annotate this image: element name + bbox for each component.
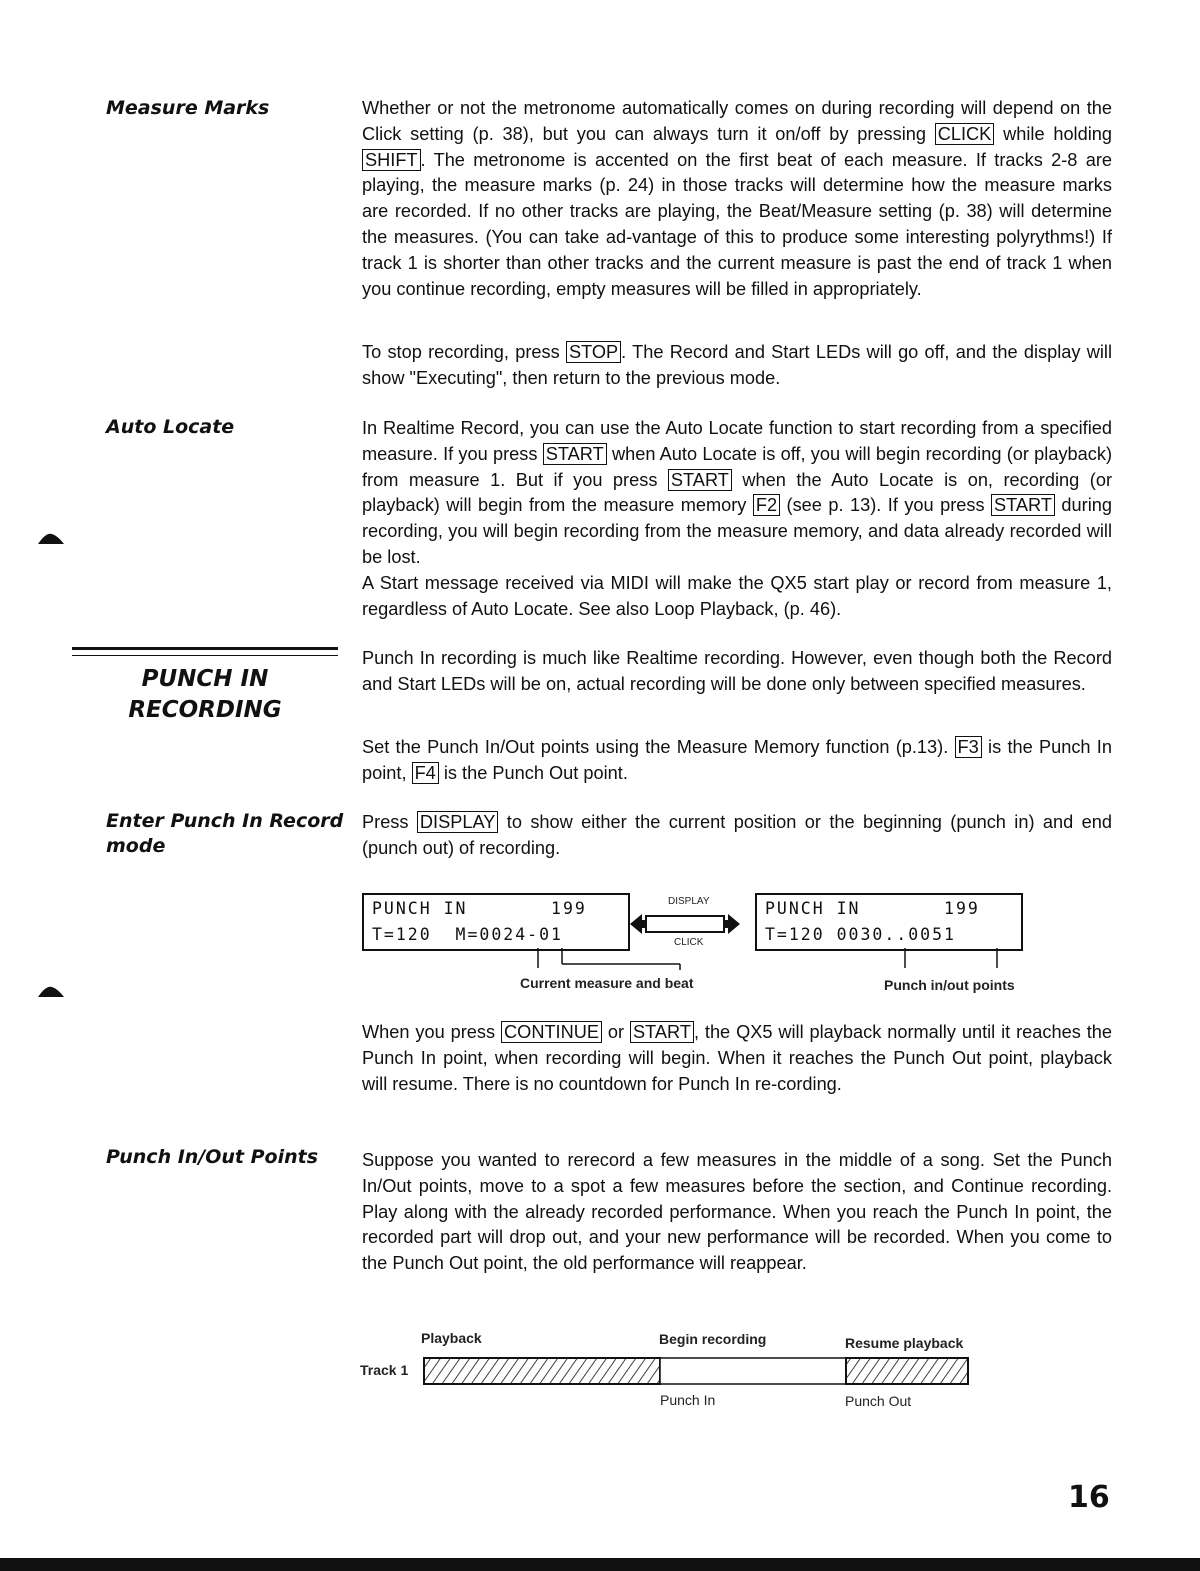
- label-begin-recording: Begin recording: [659, 1331, 767, 1347]
- label-punch-out: Punch Out: [845, 1393, 912, 1409]
- key-stop: STOP: [566, 341, 621, 363]
- heading-punch-points: Punch In/Out Points: [106, 1146, 319, 1168]
- heading-enter-punch-mode: [106, 809, 343, 859]
- track-timeline: [422, 1356, 974, 1388]
- text: . The Record and Start LEDs will go off, and the display will show "Executing", then return to the previous mode.: [362, 342, 1112, 388]
- paragraph-stop-recording: [362, 340, 1112, 392]
- heading-auto-locate: Auto Locate: [106, 416, 235, 438]
- click-key-label: CLICK: [674, 937, 704, 948]
- display-key-label: DISPLAY: [668, 896, 710, 907]
- heading-measure-marks: Measure Marks: [106, 97, 270, 119]
- paragraph-midi-start: A Start message received via MIDI will make the QX5 start play or record from measure 1, regardless of Auto Locate. See also Loop Playback, (p. 46).: [362, 573, 1112, 619]
- text: when Auto Locate is off, you will begin recording (or playback) from measure 1. But if you press: [362, 443, 1113, 490]
- text: , the QX5 will playback normally until it reaches the Punch In point, when recording will begin. When it reaches the Punch Out point, playback will resume. There is no countdown for Punch In re-cording.: [362, 1022, 1112, 1094]
- page-bottom-bar: [0, 1558, 1200, 1571]
- key-start: START: [630, 1021, 694, 1043]
- text: while holding: [1003, 123, 1112, 144]
- paragraph-measure-marks: [362, 96, 1112, 302]
- text: Whether or not the metronome automatically comes on during recording will depend on the Click setting (p. 38), but you can always turn it on/off by pressing: [362, 98, 1112, 144]
- key-f2: F2: [753, 494, 780, 516]
- text: . The metronome is accented on the first beat of each measure. If tracks 2-8 are playing, the measure marks (p. 24) in those tracks will determine how the measure marks are recorded. If no other tracks are playing, the Beat/Measure setting (p. 38) will determine the measures. (You can take ad-vantage of this to produce some interesting polyrythms!) If track 1 is shorter than other tracks and the current measure is past the end of track 1 when you continue recording, empty measures will be filled in appropriately.: [362, 149, 1112, 299]
- paragraph-punch-points: [362, 735, 1112, 787]
- key-f4: F4: [412, 762, 439, 784]
- text: to show either the current position or the beginning (punch in) and end (punch out) of recording.: [362, 812, 1112, 858]
- text: Press: [362, 812, 409, 832]
- lcd-row: T=120 M=0024-01: [372, 925, 563, 944]
- text: is the Punch In point,: [362, 737, 1112, 783]
- heading-line: Enter Punch In Record: [106, 810, 344, 832]
- text: or: [607, 1022, 625, 1042]
- key-start: START: [543, 443, 607, 465]
- text: Set the Punch In/Out points using the Measure Memory function (p.13).: [362, 737, 949, 757]
- key-click: CLICK: [935, 123, 995, 145]
- key-shift: SHIFT: [362, 149, 421, 171]
- paragraph-enter-punch-mode: [362, 810, 1112, 862]
- text: when the Auto Locate is on, recording (or playback) will begin from the measure memory: [362, 469, 1113, 516]
- paragraph-continue: [362, 1020, 1112, 1097]
- callout-lines: [895, 948, 1005, 972]
- section-rule: [72, 647, 338, 650]
- label-resume-playback: Resume playback: [845, 1335, 964, 1351]
- margin-marker-icon: [36, 530, 66, 546]
- paragraph-punch-in-intro: Punch In recording is much like Realtime recording. However, even though both the Record and Start LEDs will be on, actual recording will be done only between specified measures.: [362, 648, 1112, 694]
- text: (see p. 13). If you press: [786, 495, 985, 516]
- key-display: DISPLAY: [417, 811, 498, 833]
- title-line: PUNCH IN: [141, 666, 269, 692]
- text: In Realtime Record, you can use the Auto Locate function to start recording from a specified measure. If you press: [362, 418, 1112, 464]
- text: is the Punch Out point.: [443, 762, 628, 783]
- lcd-current-position: [362, 893, 630, 951]
- label-track-1: Track 1: [360, 1362, 409, 1378]
- lcd-row: PUNCH IN 199: [765, 899, 980, 918]
- key-f3: F3: [955, 736, 982, 758]
- key-start: START: [668, 469, 732, 491]
- callout-lines: [530, 948, 690, 972]
- key-continue: CONTINUE: [501, 1021, 602, 1043]
- text: When you press: [362, 1022, 496, 1042]
- page-number: 16: [1068, 1480, 1110, 1515]
- caption-punch-points: Punch in/out points: [884, 977, 1015, 993]
- lcd-punch-points: [755, 893, 1023, 951]
- margin-marker-icon: [36, 983, 66, 999]
- caption-current-measure: Current measure and beat: [520, 975, 694, 991]
- paragraph-auto-locate: [362, 416, 1112, 571]
- key-start: START: [991, 494, 1055, 516]
- text: To stop recording, press: [362, 342, 560, 362]
- text: during recording, you will begin recording from the measure memory, and data already recorded will be lost.: [362, 495, 1112, 567]
- lcd-row: T=120 0030..0051: [765, 925, 956, 944]
- label-punch-in: Punch In: [660, 1392, 716, 1408]
- title-line: RECORDING: [128, 697, 282, 723]
- section-title: [80, 664, 330, 726]
- label-playback: Playback: [421, 1330, 482, 1346]
- lcd-row: PUNCH IN 199: [372, 899, 587, 918]
- section-rule: [72, 655, 338, 656]
- heading-line: mode: [106, 835, 166, 857]
- paragraph-punch-points-example: Suppose you wanted to rerecord a few measures in the middle of a song. Set the Punch In/Out points, move to a spot a few measures before the section, and Continue recording. Play along with the already recorded performance. When you reach the Punch In point, the recorded part will drop out, and your new performance will be recorded. When you come to the Punch Out point, the old performance will reappear.: [362, 1150, 1112, 1274]
